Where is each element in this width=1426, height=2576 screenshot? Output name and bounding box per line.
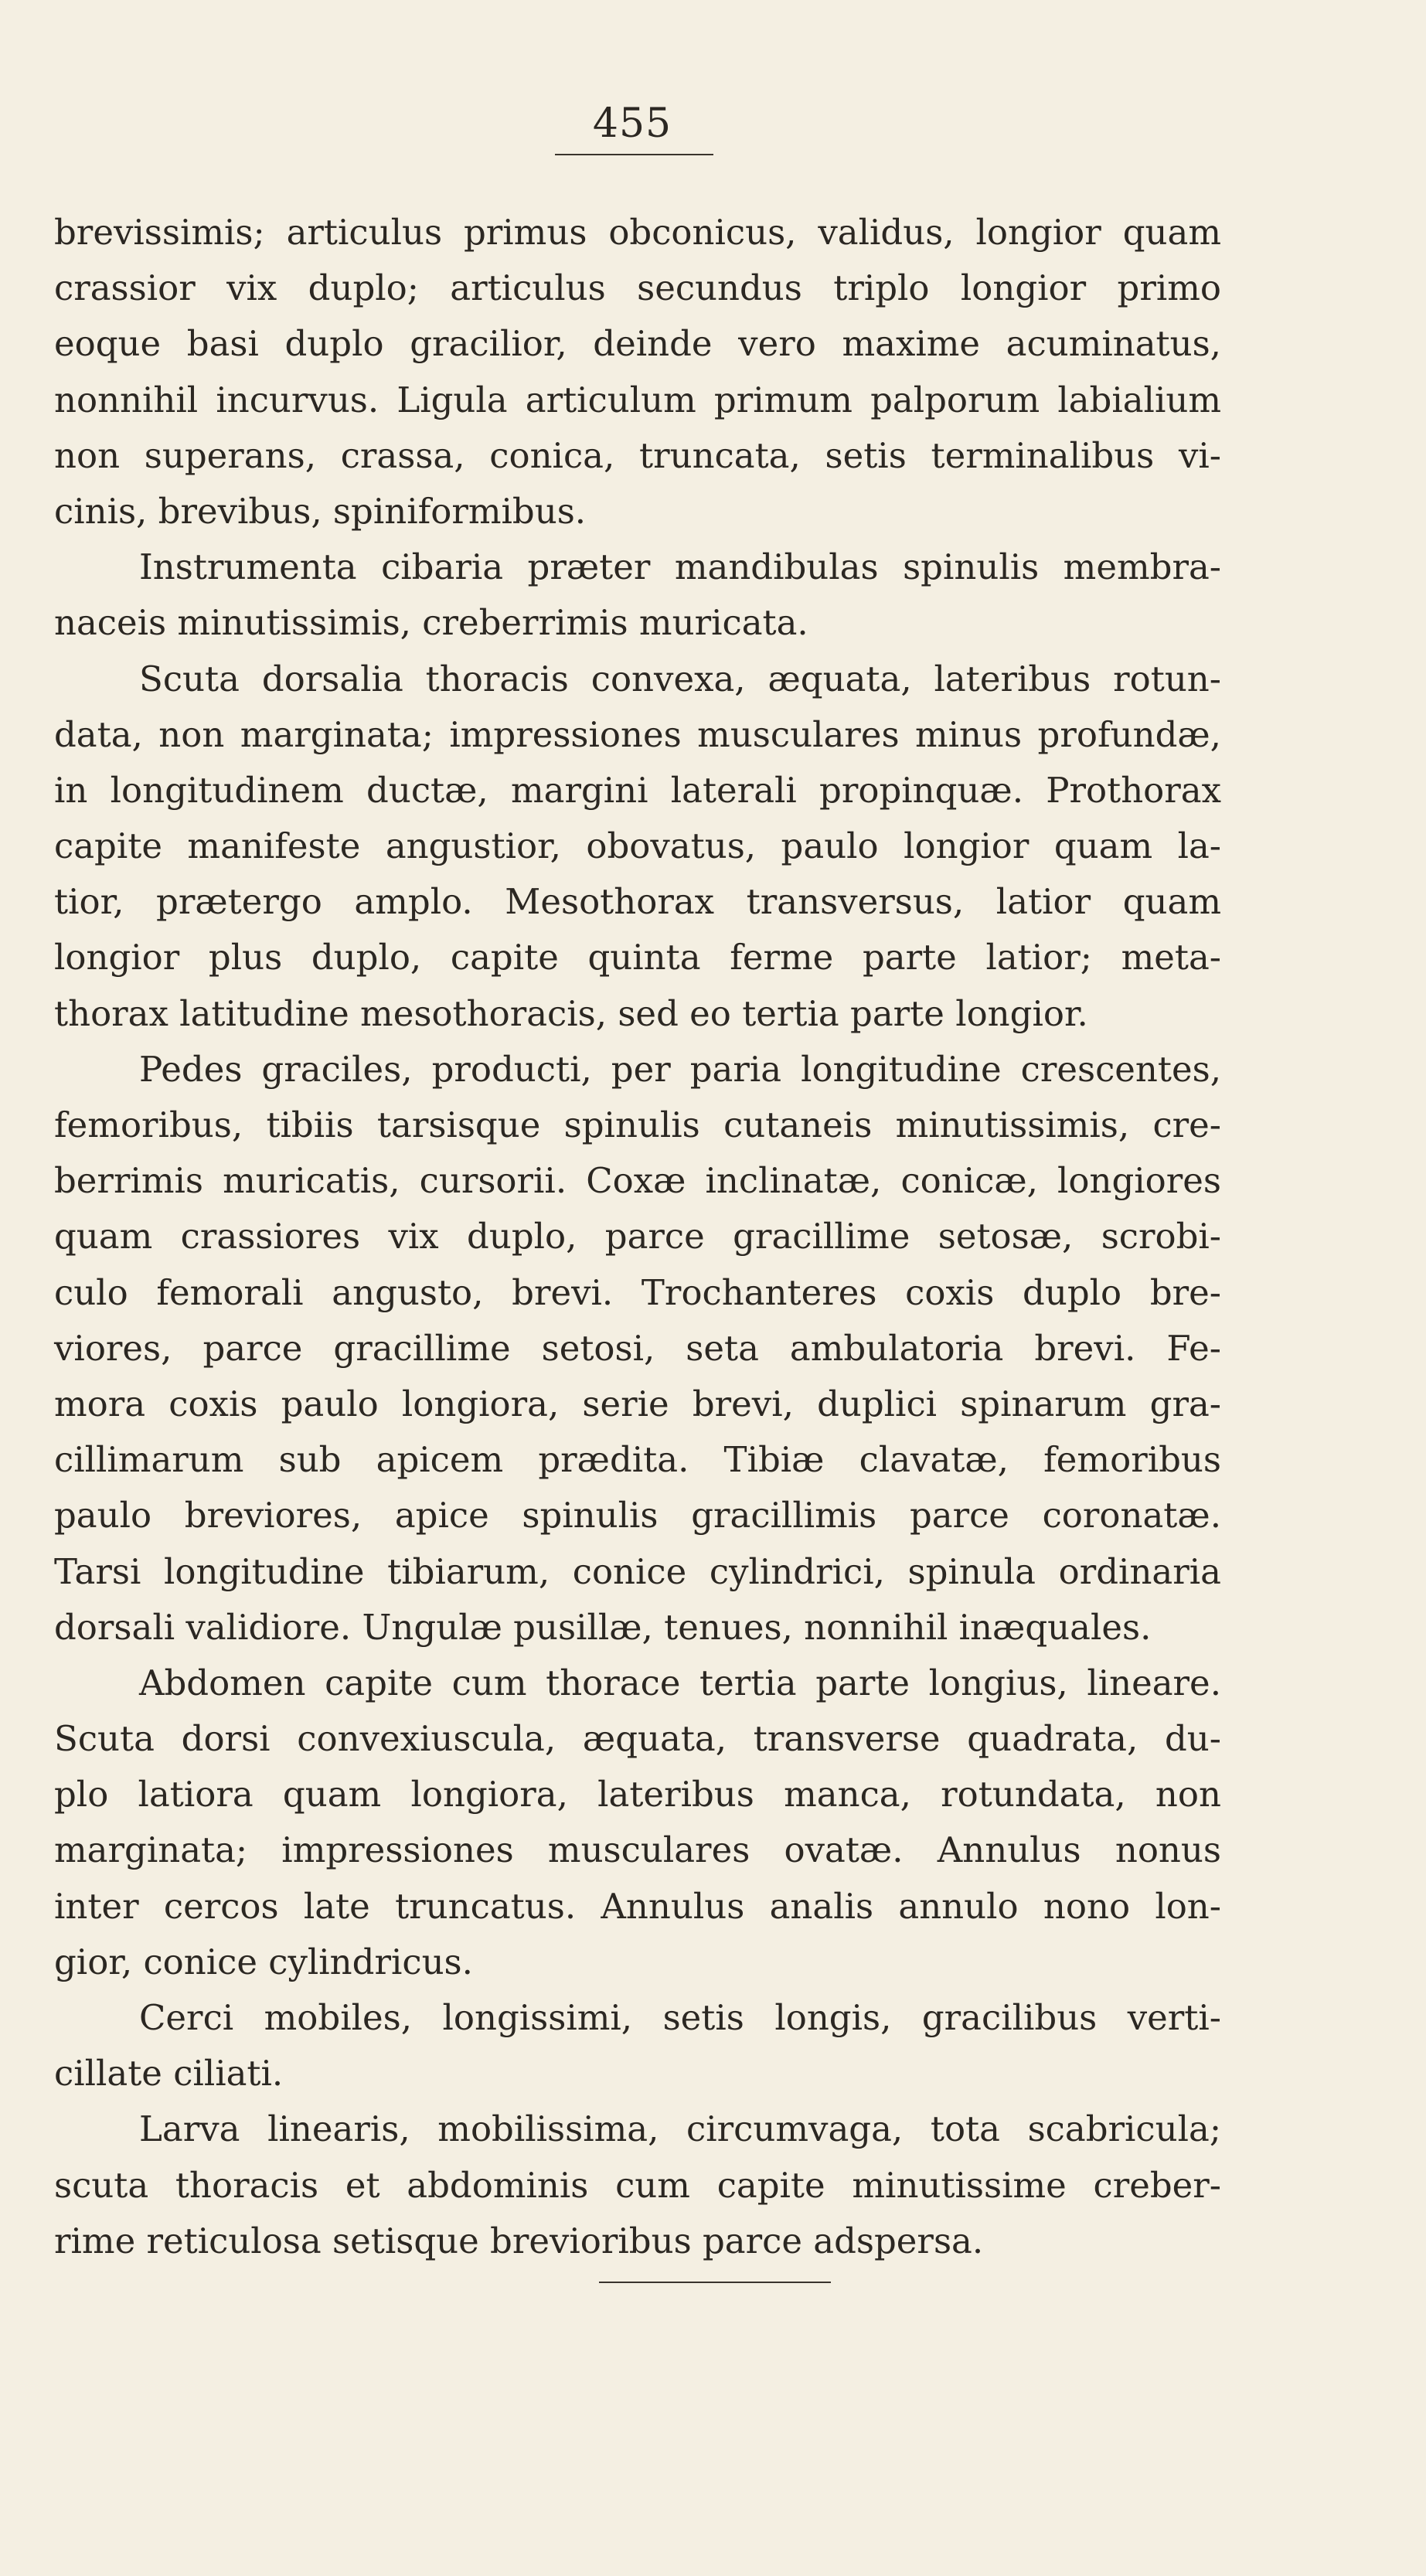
text-line: Cerci mobiles, longissimi, setis longis, gracilibus verti- [139,1997,1221,2038]
text-line: nonnihil incurvus. Ligula articulum primum palporum labialium [54,379,1221,420]
text-line: thorax latitudine mesothoracis, sed eo tertia parte longior. [54,992,1088,1034]
text-line: mora coxis paulo longiora, serie brevi, duplici spinarum gra- [54,1383,1221,1424]
text-line: Abdomen capite cum thorace tertia parte longius, lineare. [139,1662,1221,1703]
text-line: Scuta dorsalia thoracis convexa, æquata, lateribus rotun- [139,658,1221,699]
text-line: naceis minutissimis, creberrimis muricata. [54,602,808,644]
text-line: Instrumenta cibaria præter mandibulas spinulis membra- [139,546,1221,588]
text-line: cillimarum sub apicem prædita. Tibiæ clavatæ, femoribus [54,1439,1221,1481]
text-line: Larva linearis, mobilissima, circumvaga, tota scabricula; [139,2108,1221,2150]
text-line: Pedes graciles, producti, per paria longitudine crescentes, [139,1048,1221,1090]
text-line: eoque basi duplo gracilior, deinde vero maxime acuminatus, [54,323,1221,365]
text-line: tior, prætergo amplo. Mesothorax transversus, latior quam [54,881,1221,923]
text-line: inter cercos late truncatus. Annulus analis annulo nono lon- [54,1885,1221,1927]
text-line: viores, parce gracillime setosi, seta ambulatoria brevi. Fe- [54,1327,1221,1369]
text-line: plo latiora quam longiora, lateribus manca, rotundata, non [54,1774,1221,1815]
page-number: 455 [592,100,672,147]
text-line: capite manifeste angustior, obovatus, paulo longior quam la- [54,825,1221,867]
text-line: gior, conice cylindricus. [54,1941,473,1982]
text-line: data, non marginata; impressiones musculares minus profundæ, [54,713,1221,755]
text-line: Scuta dorsi convexiuscula, æquata, transverse quadrata, du- [54,1718,1221,1760]
text-line: femoribus, tibiis tarsisque spinulis cutaneis minutissimis, cre- [54,1104,1221,1145]
text-line: marginata; impressiones musculares ovatæ. Annulus nonus [54,1829,1221,1871]
text-line: cillate ciliati. [54,2053,284,2094]
text-line: quam crassiores vix duplo, parce gracillime setosæ, scrobi- [54,1216,1221,1257]
text-line: crassior vix duplo; articulus secundus triplo longior primo [54,267,1221,309]
end-rule [599,2282,831,2283]
text-line: cinis, brevibus, spiniformibus. [54,490,587,532]
body-text [54,205,1221,2269]
text-line: berrimis muricatis, cursorii. Coxæ inclinatæ, conicæ, longiores [54,1160,1221,1202]
text-line: Tarsi longitudine tibiarum, conice cylindrici, spinula ordinaria [54,1550,1221,1592]
text-line: culo femorali angusto, brevi. Trochanteres coxis duplo bre- [54,1271,1221,1313]
text-line: longior plus duplo, capite quinta ferme parte latior; meta- [54,937,1221,978]
text-line: brevissimis; articulus primus obconicus, validus, longior quam [54,212,1221,253]
text-line: dorsali validiore. Ungulæ pusillæ, tenues, nonnihil inæquales. [54,1606,1152,1648]
text-line: scuta thoracis et abdominis cum capite minutissime creber- [54,2164,1221,2206]
text-line: rime reticulosa setisque brevioribus parce adspersa. [54,2220,984,2261]
text-line: in longitudinem ductæ, margini laterali propinquæ. Prothorax [54,769,1221,811]
text-line: non superans, crassa, conica, truncata, setis terminalibus vi- [54,434,1221,476]
text-line: paulo breviores, apice spinulis gracillimis parce coronatæ. [54,1495,1221,1536]
page-number-rule [555,154,713,155]
